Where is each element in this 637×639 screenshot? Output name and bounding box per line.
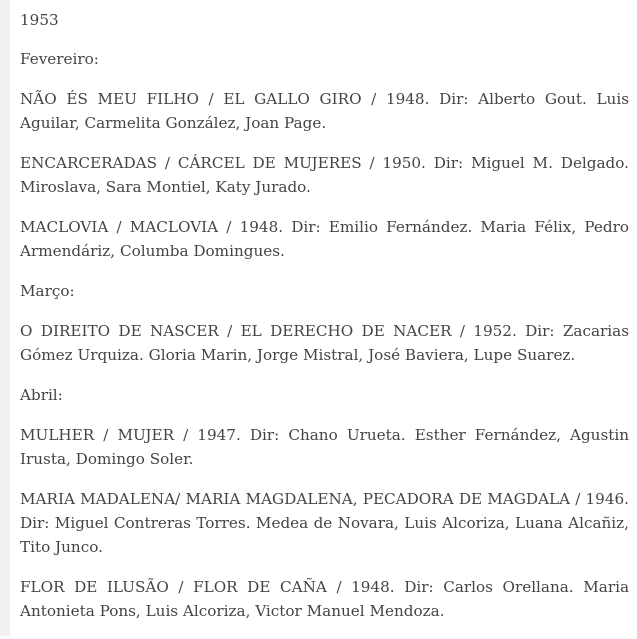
film-entry: FLOR DE ILUSÃO / FLOR DE CAÑA / 1948. Dir: Carlos Orellana. Maria Antonieta Pons, Luis Alcoriza, Victor Manuel Mendoza.	[20, 578, 629, 620]
month-heading-marco: Março:	[20, 282, 75, 300]
article-body	[20, 8, 629, 639]
month-heading-abril: Abril:	[20, 386, 63, 404]
film-entry: MARIA MADALENA/ MARIA MAGDALENA, PECADORA DE MAGDALA / 1946. Dir: Miguel Contreras Torres. Medea de Novara, Luis Alcoriza, Luana Alcañiz, Tito Junco.	[20, 490, 629, 556]
year-heading: 1953	[20, 11, 59, 29]
film-entry: MACLOVIA / MACLOVIA / 1948. Dir: Emilio Fernández. Maria Félix, Pedro Armendáriz, Columba Domingues.	[20, 218, 629, 260]
film-entry: O DIREITO DE NASCER / EL DERECHO DE NACER / 1952. Dir: Zacarias Gómez Urquiza. Gloria Marin, Jorge Mistral, José Baviera, Lupe Suarez.	[20, 322, 629, 364]
film-entry: NÃO ÉS MEU FILHO / EL GALLO GIRO / 1948. Dir: Alberto Gout. Luis Aguilar, Carmelita González, Joan Page.	[20, 90, 629, 132]
month-heading-fevereiro: Fevereiro:	[20, 50, 99, 68]
film-entry: ENCARCERADAS / CÁRCEL DE MUJERES / 1950. Dir: Miguel M. Delgado. Miroslava, Sara Montiel, Katy Jurado.	[20, 154, 629, 196]
film-entry: MULHER / MUJER / 1947. Dir: Chano Urueta. Esther Fernández, Agustin Irusta, Domingo Soler.	[20, 426, 629, 468]
left-margin-rule	[0, 0, 10, 636]
